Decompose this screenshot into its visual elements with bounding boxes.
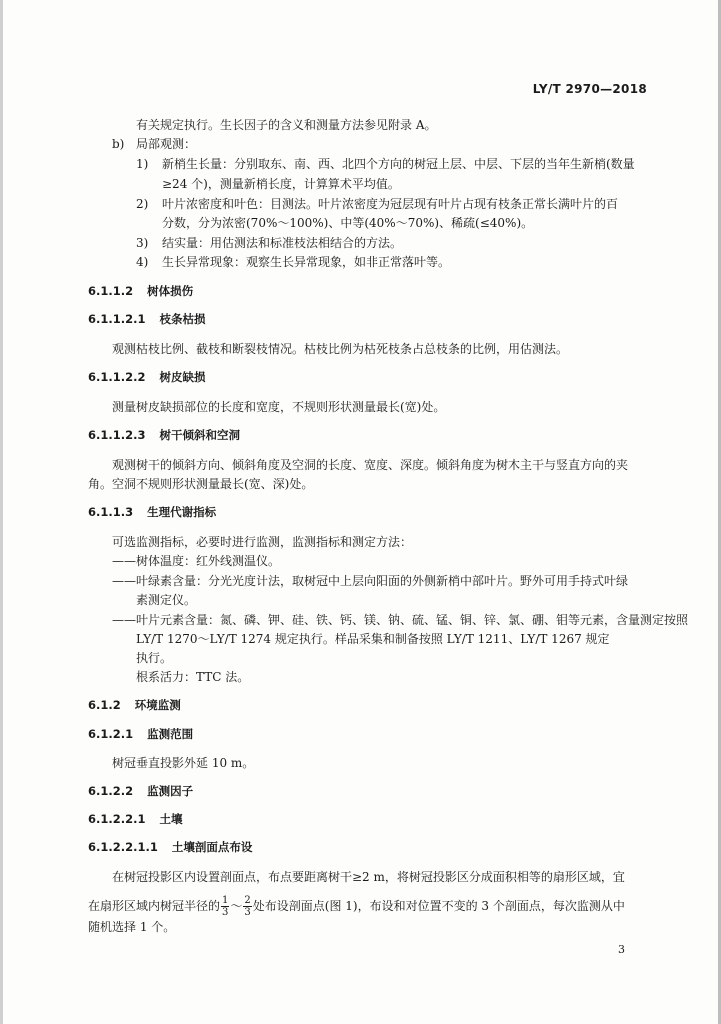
fraction-denominator: 3 bbox=[222, 907, 229, 918]
dash-item-3-line-3: 执行。 bbox=[136, 651, 173, 665]
item-1-line-1: 新梢生长量：分别取东、南、西、北四个方向的树冠上层、中层、下层的当年生新梢(数量 bbox=[162, 157, 635, 171]
heading-number: 6.1.2.2.1 bbox=[88, 812, 146, 826]
heading-title: 树干倾斜和空洞 bbox=[159, 428, 240, 442]
paragraph-6-1-1-2-3-line-2: 角。空洞不规则形状测量最长(宽、深)处。 bbox=[88, 477, 314, 491]
heading-number: 6.1.1.2.2 bbox=[88, 370, 146, 384]
item-4-line-1: 生长异常现象：观察生长异常现象，如非正常落叶等。 bbox=[162, 255, 451, 269]
heading-title: 土壤 bbox=[159, 812, 183, 826]
heading-number: 6.1.2 bbox=[88, 698, 121, 712]
heading-number: 6.1.1.2.1 bbox=[88, 312, 146, 326]
heading-6-1-2 bbox=[88, 698, 181, 712]
heading-title: 生理代谢指标 bbox=[147, 505, 217, 519]
fraction-numerator: 1 bbox=[222, 895, 229, 906]
heading-title: 枝条枯损 bbox=[159, 312, 206, 326]
heading-title: 监测范围 bbox=[147, 727, 194, 741]
heading-number: 6.1.2.2.1.1 bbox=[88, 840, 158, 854]
item-4-num: 4) bbox=[136, 255, 149, 269]
fraction-denominator: 3 bbox=[244, 907, 251, 918]
range-tilde: ～ bbox=[230, 899, 243, 913]
root-activity-text: 根系活力：TTC 法。 bbox=[136, 670, 250, 684]
paragraph-6-1-1-2-1: 观测枯枝比例、截枝和断裂枝情况。枯枝比例为枯死枝条占总枝条的比例，用估测法。 bbox=[112, 342, 569, 356]
continuation-text: 有关规定执行。生长因子的含义和测量方法参见附录 A。 bbox=[136, 118, 437, 132]
heading-number: 6.1.1.2 bbox=[88, 284, 134, 298]
heading-title: 树体损伤 bbox=[147, 284, 194, 298]
line-2-suffix: 处布设剖面点(图 1)，布设和对位置不变的 3 个剖面点，每次监测从中 bbox=[252, 899, 625, 913]
heading-6-1-1-2-1 bbox=[88, 312, 205, 326]
heading-title: 环境监测 bbox=[134, 698, 181, 712]
page-number: 3 bbox=[618, 943, 625, 956]
heading-title: 树皮缺损 bbox=[159, 370, 206, 384]
list-b-title: 局部观测： bbox=[136, 137, 197, 151]
heading-6-1-1-2-2 bbox=[88, 370, 205, 384]
heading-6-1-1-2-3 bbox=[88, 428, 240, 442]
item-2-line-2: 分数，分为浓密(70%～100%)、中等(40%～70%)、稀疏(≤40%)。 bbox=[162, 216, 534, 230]
heading-number: 6.1.1.2.3 bbox=[88, 428, 146, 442]
heading-6-1-2-2 bbox=[88, 784, 193, 798]
dash-item-1: ——树体温度：红外线测温仪。 bbox=[112, 554, 281, 568]
dash-item-3-line-1: ——叶片元素含量：氮、磷、钾、硅、铁、钙、镁、钠、硫、锰、铜、锌、氯、硼、钼等元素，含量测定按照 bbox=[112, 613, 689, 627]
fraction-one-third bbox=[221, 895, 229, 918]
paragraph-6-1-1-2-3-line-1: 观测树干的倾斜方向、倾斜角度及空洞的长度、宽度、深度。倾斜角度为树木主干与竖直方向的夹 bbox=[112, 458, 629, 472]
paragraph-6-1-2-1: 树冠垂直投影外延 10 m。 bbox=[112, 756, 255, 770]
paragraph-6-1-1-2-2: 测量树皮缺损部位的长度和宽度，不规则形状测量最长(宽)处。 bbox=[112, 400, 446, 414]
heading-6-1-1-2 bbox=[88, 284, 193, 298]
heading-title: 监测因子 bbox=[147, 784, 194, 798]
paragraph-6-1-1-3-intro: 可选监测指标，必要时进行监测，监测指标和测定方法： bbox=[112, 535, 413, 549]
item-2-line-1: 叶片浓密度和叶色：目测法。叶片浓密度为冠层现有叶片占现有枝条正常长满叶片的百 bbox=[162, 197, 619, 211]
dash-item-2-line-1: ——叶绿素含量：分光光度计法，取树冠中上层向阳面的外侧新梢中部叶片。野外可用手持式叶绿 bbox=[112, 574, 629, 588]
heading-6-1-2-2-1 bbox=[88, 812, 182, 826]
dash-item-2-line-2: 素测定仪。 bbox=[136, 593, 197, 607]
line-2-prefix: 在扇形区域内树冠半径的 bbox=[88, 899, 221, 913]
list-b-marker: b) bbox=[112, 137, 125, 151]
heading-title: 土壤剖面点布设 bbox=[171, 840, 253, 854]
heading-number: 6.1.2.1 bbox=[88, 727, 134, 741]
fraction-two-thirds bbox=[243, 895, 251, 918]
heading-number: 6.1.1.3 bbox=[88, 505, 134, 519]
document-code: LY/T 2970—2018 bbox=[532, 82, 647, 96]
fraction-numerator: 2 bbox=[244, 895, 251, 906]
item-3-line-1: 结实量：用估测法和标准枝法相结合的方法。 bbox=[162, 236, 403, 250]
dash-item-3-line-2: LY/T 1270～LY/T 1274 规定执行。样品采集和制备按照 LY/T 1211、LY/T 1267 规定 bbox=[136, 632, 610, 646]
paragraph-6-1-2-2-1-1-line-1: 在树冠投影区内设置剖面点，布点要距离树干≥2 m，将树冠投影区分成面积相等的扇形区域，宜 bbox=[112, 870, 625, 884]
item-2-num: 2) bbox=[136, 197, 149, 211]
item-1-line-2: ≥24 个)，测量新梢长度，计算算术平均值。 bbox=[162, 177, 400, 191]
heading-6-1-1-3 bbox=[88, 505, 216, 519]
paragraph-6-1-2-2-1-1-line-3: 随机选择 1 个。 bbox=[88, 920, 176, 934]
item-1-num: 1) bbox=[136, 157, 149, 171]
heading-6-1-2-2-1-1 bbox=[88, 840, 252, 854]
paragraph-6-1-2-2-1-1-line-2 bbox=[88, 893, 625, 919]
heading-6-1-2-1 bbox=[88, 727, 193, 741]
heading-number: 6.1.2.2 bbox=[88, 784, 134, 798]
scan-edge-left bbox=[0, 0, 3, 1024]
item-3-num: 3) bbox=[136, 236, 149, 250]
